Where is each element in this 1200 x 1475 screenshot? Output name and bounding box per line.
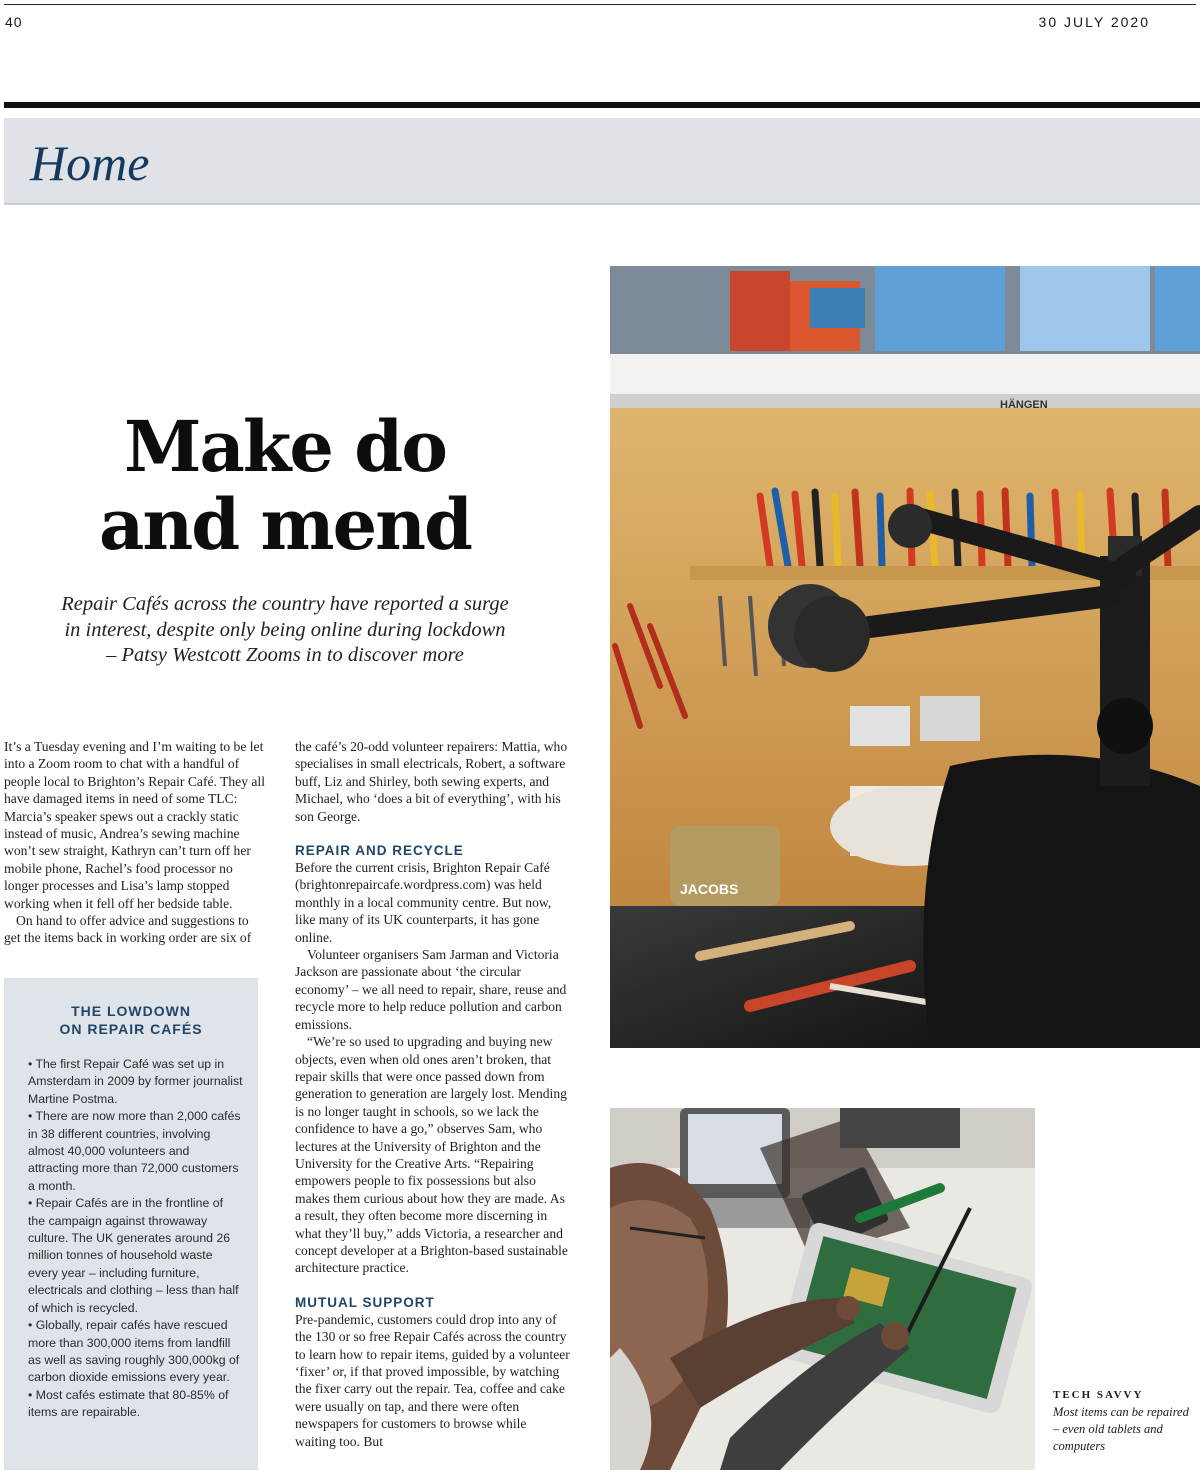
body-paragraph: It’s a Tuesday evening and I’m waiting to be let into a Zoom room to chat with a handful of people local to Brighton’s Repair Café. They all have damaged items in need of some TLC: Marcia’s speaker spews out a crackly static instead of music, Andrea’s sewing machine won’t sew straight, Kathryn can’t turn off her mobile phone, Rachel’s food processor no longer processes and Lisa’s lamp stopped working when it fell off her bedside table. (4, 739, 265, 911)
lowdown-title (4, 1002, 258, 1038)
article-column-1 (4, 738, 266, 947)
section-banner (4, 118, 1200, 205)
lowdown-item: • Repair Cafés are in the frontline of the campaign against throwaway culture. The UK generates around 26 million tonnes of household waste every year – including furniture, electricals and clothing – less than half of which is recycled. (28, 1196, 239, 1315)
lowdown-item: • Most cafés estimate that 80-85% of items are repairable. (28, 1387, 229, 1420)
photo-caption (1053, 1388, 1193, 1455)
lowdown-item: • Globally, repair cafés have rescued more than 300,000 items from landfill as well as saving roughly 300,000kg of carbon dioxide emissions every year. (28, 1318, 240, 1385)
lowdown-title-line: ON REPAIR CAFÉS (59, 1021, 203, 1037)
headline-line: and mend (98, 483, 471, 566)
lowdown-list (28, 1056, 243, 1422)
lowdown-item: • The first Repair Café was set up in Amsterdam in 2009 by former journalist Martine Postma. (28, 1057, 243, 1106)
body-paragraph: Pre-pandemic, customers could drop into any of the 130 or so free Repair Cafés across the country to learn how to repair items, guided by a volunteer ‘fixer’ or, if that proved impossible, by watching the fixer carry out the repair. Tea, coffee and cake were usually on tap, and there were often newspapers for customers to browse while waiting too. But (295, 1311, 570, 1449)
box-label: JACOBS (680, 881, 739, 897)
lowdown-item: • There are now more than 2,000 cafés in 38 different countries, involving almost 40,000 volunteers and attracting more than 72,000 customers a month. (28, 1109, 241, 1193)
body-paragraph: Volunteer organisers Sam Jarman and Victoria Jackson are passionate about ‘the circular economy’ – we all need to repair, share, reuse and recycle more to help reduce pollution and carbon emissions. (295, 947, 567, 1032)
header-divider (4, 102, 1200, 108)
top-rule (4, 4, 1196, 5)
headline-line: Make do (124, 405, 446, 488)
body-paragraph: the café’s 20-odd volunteer repairers: Mattia, who specialises in small electricals, Robert, a software buff, Liz and Shirley, both sewing experts, and Michael, who ‘does a bit of everything’, with his son George. (295, 739, 568, 824)
body-paragraph: “We’re so used to upgrading and buying new objects, even when old ones aren’t broken, that repair skills that were once passed down from generation to generation are largely lost. Mending is no longer taught in schools, so we lack the confidence to have a go,” observes Sam, who lectures at the University of Brighton and the University for the Creative Arts. “Repairing empowers people to fix possessions but also makes them curious about how they are made. As a result, they often become more discerning in what they’ll buy,” adds Victoria, a researcher and concept developer at a Brighton-based sustainable architecture practice. (295, 1034, 568, 1276)
standfirst-line: in interest, despite only being online during lockdown (64, 618, 506, 641)
standfirst (20, 592, 550, 669)
issue-date: 30 JULY 2020 (1038, 14, 1150, 30)
subheading: MUTUAL SUPPORT (295, 1294, 435, 1310)
standfirst-line: Repair Cafés across the country have reported a surge (61, 593, 509, 615)
section-title: Home (30, 135, 150, 191)
workshop-photo (610, 266, 1200, 1048)
caption-heading: TECH SAVVY (1053, 1389, 1144, 1401)
tablet-repair-photo (610, 1108, 1035, 1470)
standfirst-line: – Patsy Westcott Zooms in to discover more (106, 644, 464, 666)
lowdown-box (4, 978, 258, 1470)
caption-text: Most items can be repaired – even old tablets and computers (1053, 1405, 1189, 1453)
body-paragraph: Before the current crisis, Brighton Repair Café (brightonrepaircafe.wordpress.com) was held monthly in a local community centre. But now, like many of its UK counterparts, it has gone online. (295, 860, 552, 945)
page-number: 40 (5, 14, 23, 30)
article-column-2 (295, 738, 570, 1450)
shelf-label: HÄNGEN (1000, 399, 1048, 411)
body-paragraph: On hand to offer advice and suggestions to get the items back in working order are six of (4, 913, 252, 946)
lowdown-title-line: THE LOWDOWN (71, 1003, 191, 1019)
subheading: REPAIR AND RECYCLE (295, 843, 464, 859)
headline (60, 405, 510, 566)
